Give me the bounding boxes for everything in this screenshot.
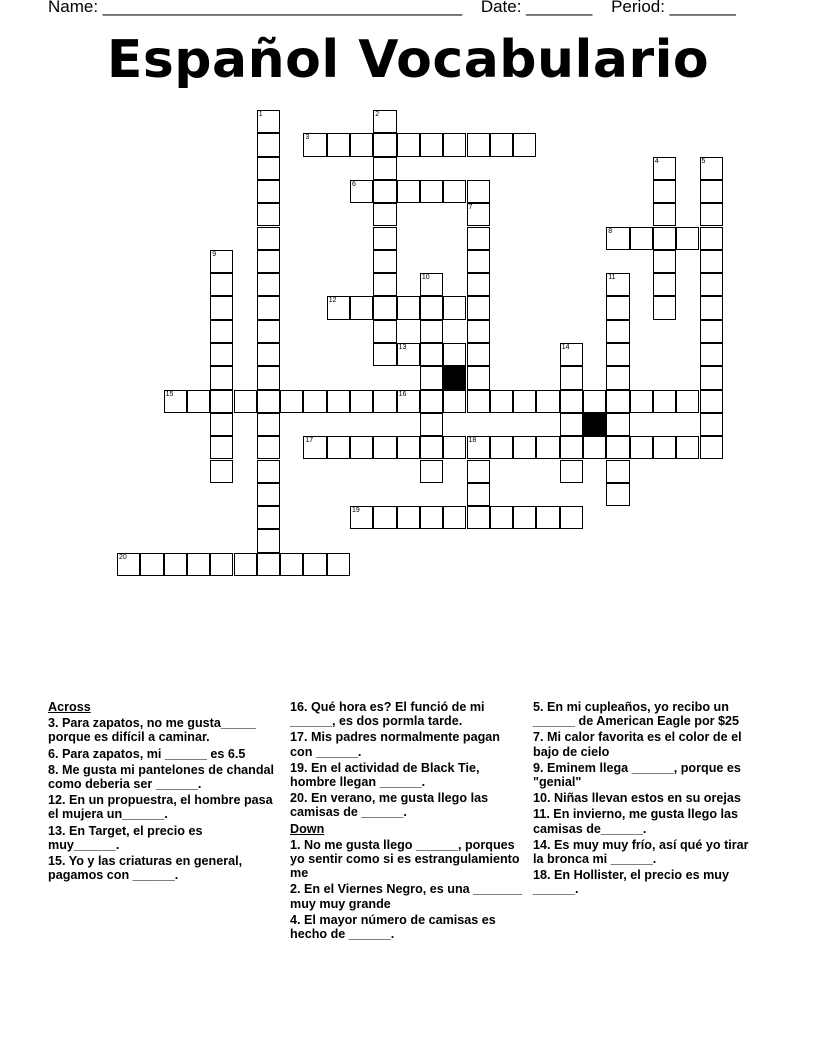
black-cell: [443, 366, 466, 389]
grid-cell[interactable]: [397, 506, 420, 529]
grid-cell[interactable]: [327, 390, 350, 413]
grid-cell[interactable]: [210, 320, 233, 343]
grid-cell[interactable]: [676, 227, 699, 250]
grid-cell[interactable]: [606, 460, 629, 483]
grid-cell[interactable]: [653, 436, 676, 459]
grid-cell[interactable]: [164, 390, 187, 413]
grid-cell[interactable]: [536, 390, 559, 413]
grid-cell[interactable]: [560, 413, 583, 436]
grid-cell[interactable]: [420, 180, 443, 203]
grid-cell[interactable]: [397, 436, 420, 459]
grid-cell[interactable]: [700, 296, 723, 319]
clue-down-10: 10. Niñas llevan estos en su orejas: [533, 791, 741, 806]
grid-cell[interactable]: [606, 320, 629, 343]
grid-cell[interactable]: [606, 227, 629, 250]
grid-cell[interactable]: [210, 553, 233, 576]
grid-cell[interactable]: [257, 157, 280, 180]
grid-cell[interactable]: [257, 413, 280, 436]
grid-cell[interactable]: [373, 343, 396, 366]
grid-cell[interactable]: [350, 296, 373, 319]
grid-cell[interactable]: [560, 366, 583, 389]
grid-cell[interactable]: [210, 343, 233, 366]
clue-number: 11: [608, 274, 616, 282]
grid-cell[interactable]: [653, 296, 676, 319]
grid-cell[interactable]: [420, 413, 443, 436]
grid-cell[interactable]: [560, 343, 583, 366]
grid-cell[interactable]: [443, 296, 466, 319]
clue-number: 6: [352, 180, 356, 188]
grid-cell[interactable]: [467, 227, 490, 250]
grid-cell[interactable]: [373, 273, 396, 296]
grid-cell[interactable]: [653, 180, 676, 203]
grid-cell[interactable]: [606, 343, 629, 366]
grid-cell[interactable]: [187, 553, 210, 576]
grid-cell[interactable]: [280, 390, 303, 413]
grid-cell[interactable]: [676, 436, 699, 459]
clue-number: 16: [398, 390, 407, 398]
grid-cell[interactable]: [373, 296, 396, 319]
grid-cell[interactable]: [280, 553, 303, 576]
clue-across-16: 16. Qué hora es? El funció de mi ______, es dos pormla tarde.: [290, 700, 485, 729]
grid-cell[interactable]: [700, 157, 723, 180]
grid-cell[interactable]: [350, 390, 373, 413]
grid-cell[interactable]: [257, 529, 280, 552]
grid-cell[interactable]: [467, 436, 490, 459]
clues-column-1: [48, 700, 276, 884]
clue-across-6: 6. Para zapatos, mi ______ es 6.5: [48, 746, 246, 761]
grid-cell[interactable]: [373, 203, 396, 226]
grid-cell[interactable]: [350, 133, 373, 156]
grid-cell[interactable]: [210, 460, 233, 483]
grid-cell[interactable]: [397, 343, 420, 366]
grid-cell[interactable]: [257, 460, 280, 483]
grid-cell[interactable]: [700, 366, 723, 389]
clue-across-8: 8. Me gusta mi pantelones de chandal como deberia ser ______.: [48, 762, 275, 792]
clue-across-15: 15. Yo y las criaturas en general, pagamos con ______.: [48, 854, 243, 883]
clue-number: 5: [701, 157, 706, 165]
clue-across-13: 13. En Target, el precio es muy______.: [48, 823, 203, 852]
grid-cell[interactable]: [700, 436, 723, 459]
grid-cell[interactable]: [420, 390, 443, 413]
grid-cell[interactable]: [700, 413, 723, 436]
grid-cell[interactable]: [513, 133, 536, 156]
grid-cell[interactable]: [210, 366, 233, 389]
grid-cell[interactable]: [700, 250, 723, 273]
grid-cell[interactable]: [490, 390, 513, 413]
clue-across-19: 19. En el actividad de Black Tie, hombre llegan ______.: [290, 760, 480, 790]
grid-cell[interactable]: [373, 110, 396, 133]
grid-cell[interactable]: [257, 366, 280, 389]
clue-number: 2: [375, 111, 380, 118]
clue-down-9: 9. Eminem llega ______, porque es "genial": [533, 760, 741, 790]
clue-number: 20: [119, 553, 127, 561]
grid-cell[interactable]: [420, 460, 443, 483]
grid-cell[interactable]: [606, 366, 629, 389]
clue-number: 18: [468, 437, 477, 445]
grid-cell[interactable]: [257, 436, 280, 459]
grid-cell[interactable]: [210, 250, 233, 273]
grid-cell[interactable]: [700, 390, 723, 413]
grid-cell[interactable]: [210, 273, 233, 296]
grid-cell[interactable]: [467, 180, 490, 203]
grid-cell[interactable]: [164, 553, 187, 576]
grid-cell[interactable]: [420, 133, 443, 156]
grid-cell[interactable]: [257, 250, 280, 273]
clue-number: 19: [352, 507, 360, 515]
grid-cell[interactable]: [583, 390, 606, 413]
grid-cell[interactable]: [257, 506, 280, 529]
grid-cell[interactable]: [467, 460, 490, 483]
clue-number: 7: [468, 204, 473, 212]
grid-cell[interactable]: [467, 343, 490, 366]
grid-cell[interactable]: [443, 180, 466, 203]
grid-cell[interactable]: [467, 273, 490, 296]
clue-down-1: 1. No me gusta llego ______, porques yo sentir como si es estrangulamiento me: [290, 837, 520, 881]
grid-cell[interactable]: [700, 343, 723, 366]
grid-cell[interactable]: [350, 436, 373, 459]
clue-number: 17: [305, 437, 314, 445]
grid-cell[interactable]: [187, 390, 210, 413]
grid-cell[interactable]: [536, 436, 559, 459]
grid-cell[interactable]: [303, 133, 326, 156]
grid-cell[interactable]: [373, 506, 396, 529]
clue-down-18: 18. En Hollister, el precio es muy ______.: [533, 868, 729, 897]
grid-cell[interactable]: [257, 320, 280, 343]
clues-column-3: [533, 700, 757, 899]
grid-cell[interactable]: [490, 506, 513, 529]
grid-cell[interactable]: [653, 157, 676, 180]
grid-cell[interactable]: [303, 553, 326, 576]
grid-cell[interactable]: [467, 506, 490, 529]
grid-cell[interactable]: [350, 180, 373, 203]
grid-cell[interactable]: [560, 436, 583, 459]
grid-cell[interactable]: [257, 296, 280, 319]
grid-cell[interactable]: [210, 390, 233, 413]
grid-cell[interactable]: [373, 227, 396, 250]
grid-cell[interactable]: [513, 436, 536, 459]
grid-cell[interactable]: [373, 250, 396, 273]
grid-cell[interactable]: [700, 273, 723, 296]
puzzle-title: Español Vocabulario: [106, 30, 710, 90]
grid-cell[interactable]: [234, 390, 257, 413]
grid-cell[interactable]: [630, 436, 653, 459]
grid-cell[interactable]: [606, 390, 629, 413]
grid-cell[interactable]: [467, 366, 490, 389]
grid-cell[interactable]: [327, 436, 350, 459]
clue-number: 14: [561, 344, 570, 351]
grid-cell[interactable]: [560, 460, 583, 483]
across-heading: Across: [48, 700, 91, 714]
grid-cell[interactable]: [397, 296, 420, 319]
grid-cell[interactable]: [373, 320, 396, 343]
grid-cell[interactable]: [606, 413, 629, 436]
grid-cell[interactable]: [467, 133, 490, 156]
date-field[interactable]: Date: _______: [480, 0, 593, 16]
clue-down-11: 11. En invierno, me gusta llego las camisas de______.: [533, 807, 739, 836]
grid-cell[interactable]: [700, 180, 723, 203]
grid-cell[interactable]: [257, 180, 280, 203]
grid-cell[interactable]: [560, 506, 583, 529]
grid-cell[interactable]: [443, 436, 466, 459]
clue-down-2: 2. En el Viernes Negro, es una _______ muy muy grande: [290, 882, 523, 911]
grid-cell[interactable]: [653, 390, 676, 413]
grid-cell[interactable]: [373, 390, 396, 413]
grid-cell[interactable]: [676, 390, 699, 413]
grid-cell[interactable]: [653, 273, 676, 296]
grid-cell[interactable]: [117, 553, 140, 576]
grid-cell[interactable]: [606, 483, 629, 506]
grid-cell[interactable]: [420, 436, 443, 459]
clue-down-4: 4. El mayor número de camisas es hecho de ______.: [290, 912, 496, 942]
grid-cell[interactable]: [420, 366, 443, 389]
name-field[interactable]: Name: ______________________________________: [48, 0, 463, 16]
grid-cell[interactable]: [327, 553, 350, 576]
grid-cell[interactable]: [303, 390, 326, 413]
grid-cell[interactable]: [420, 506, 443, 529]
black-cell: [583, 413, 606, 436]
grid-cell[interactable]: [467, 320, 490, 343]
grid-cell[interactable]: [257, 203, 280, 226]
grid-cell[interactable]: [467, 203, 490, 226]
grid-cell[interactable]: [210, 296, 233, 319]
grid-cell[interactable]: [257, 553, 280, 576]
grid-cell[interactable]: [257, 273, 280, 296]
grid-cell[interactable]: [700, 227, 723, 250]
grid-cell[interactable]: [373, 180, 396, 203]
grid-cell[interactable]: [373, 157, 396, 180]
grid-cell[interactable]: [467, 390, 490, 413]
grid-cell[interactable]: [560, 390, 583, 413]
grid-cell[interactable]: [467, 483, 490, 506]
grid-cell[interactable]: [397, 133, 420, 156]
grid-cell[interactable]: [443, 390, 466, 413]
clue-across-17: 17. Mis padres normalmente pagan con ______.: [290, 730, 500, 759]
clue-number: 1: [258, 111, 263, 118]
grid-cell[interactable]: [513, 390, 536, 413]
grid-cell[interactable]: [443, 133, 466, 156]
grid-cell[interactable]: [443, 506, 466, 529]
clue-down-14: 14. Es muy muy frío, así qué yo tirar la bronca mi ______.: [533, 837, 749, 867]
clue-number: 9: [212, 250, 217, 258]
clues-column-2: [290, 700, 524, 943]
clue-across-20: 20. En verano, me gusta llego las camisas de ______.: [290, 791, 489, 820]
grid-cell[interactable]: [443, 343, 466, 366]
grid-cell[interactable]: [700, 320, 723, 343]
grid-cell[interactable]: [630, 227, 653, 250]
grid-cell[interactable]: [257, 133, 280, 156]
grid-cell[interactable]: [397, 180, 420, 203]
clue-number: 12: [328, 297, 337, 305]
clue-number: 15: [165, 390, 174, 398]
grid-cell[interactable]: [420, 320, 443, 343]
grid-cell[interactable]: [490, 133, 513, 156]
down-heading: Down: [290, 821, 325, 836]
grid-cell[interactable]: [606, 436, 629, 459]
grid-cell[interactable]: [397, 390, 420, 413]
grid-cell[interactable]: [327, 296, 350, 319]
grid-cell[interactable]: [420, 273, 443, 296]
grid-cell[interactable]: [653, 227, 676, 250]
grid-cell[interactable]: [303, 436, 326, 459]
grid-cell[interactable]: [210, 436, 233, 459]
grid-cell[interactable]: [234, 553, 257, 576]
grid-cell[interactable]: [467, 296, 490, 319]
grid-cell[interactable]: [653, 203, 676, 226]
grid-cell[interactable]: [257, 110, 280, 133]
grid-cell[interactable]: [210, 413, 233, 436]
clue-down-5: 5. En mi cupleaños, yo recibo un ______ de American Eagle por $25: [533, 700, 740, 729]
grid-cell[interactable]: [327, 133, 350, 156]
grid-cell[interactable]: [373, 133, 396, 156]
grid-cell[interactable]: [700, 203, 723, 226]
grid-cell[interactable]: [536, 506, 559, 529]
period-field[interactable]: Period: _______: [611, 0, 736, 16]
grid-cell[interactable]: [350, 506, 373, 529]
grid-cell[interactable]: [257, 227, 280, 250]
clue-down-7: 7. Mi calor favorita es el color de el bajo de cielo: [533, 730, 742, 759]
grid-cell[interactable]: [420, 343, 443, 366]
grid-cell[interactable]: [630, 390, 653, 413]
grid-cell[interactable]: [606, 296, 629, 319]
clue-number: 4: [654, 157, 659, 165]
grid-cell[interactable]: [513, 506, 536, 529]
grid-cell[interactable]: [490, 436, 513, 459]
clue-number: 3: [305, 134, 310, 142]
clue-across-3: 3. Para zapatos, no me gusta_____ porque es difícil a caminar.: [48, 716, 256, 745]
grid-cell[interactable]: [606, 273, 629, 296]
clue-across-12: 12. En un propuestra, el hombre pasa el mujera un______.: [48, 793, 273, 822]
grid-cell[interactable]: [257, 483, 280, 506]
grid-cell[interactable]: [467, 250, 490, 273]
clue-number: 10: [421, 274, 430, 282]
grid-cell[interactable]: [257, 390, 280, 413]
grid-cell[interactable]: [583, 436, 606, 459]
clue-number: 8: [608, 227, 613, 235]
clue-number: 13: [398, 344, 407, 351]
grid-cell[interactable]: [420, 296, 443, 319]
grid-cell[interactable]: [653, 250, 676, 273]
grid-cell[interactable]: [373, 436, 396, 459]
grid-cell[interactable]: [140, 553, 163, 576]
grid-cell[interactable]: [257, 343, 280, 366]
